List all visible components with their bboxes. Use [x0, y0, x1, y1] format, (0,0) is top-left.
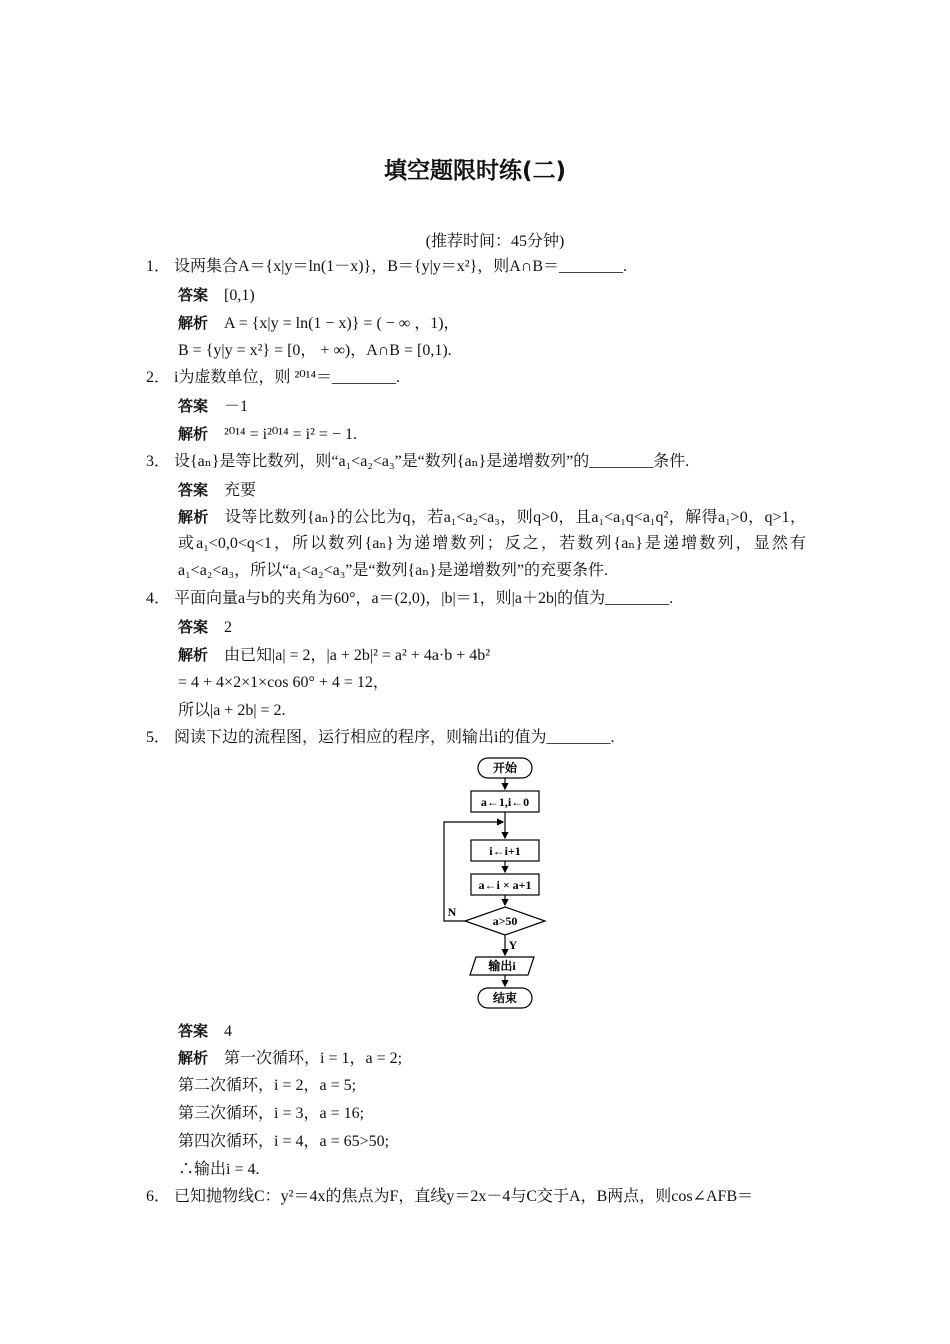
answer-label: 答案: [178, 481, 209, 499]
flow-step1-label: i←i+1: [489, 844, 521, 858]
answer-text: [0,1): [224, 287, 255, 304]
answer-label: 答案: [178, 618, 209, 636]
analysis-5-line-2: 第二次循环，i = 2，a = 5;: [178, 1077, 357, 1094]
answer-2: [178, 396, 248, 417]
analysis-label: 解析: [178, 646, 209, 664]
analysis-label: 解析: [178, 314, 209, 332]
answer-3: [178, 480, 256, 501]
flow-no-label: N: [447, 905, 457, 919]
flow-end-label: 结束: [492, 991, 518, 1005]
flow-yes-label: Y: [508, 938, 518, 952]
analysis-4-line-2: = 4 + 4×2×1×cos 60° + 4 = 12，: [178, 674, 389, 691]
problem-question: i为虚数单位，则 ²⁰¹⁴＝________.: [174, 369, 401, 386]
analysis-text: A = {x|y = ln(1 − x)} = ( − ∞ ，1)，: [224, 315, 460, 332]
analysis-3-line-1: [178, 507, 806, 528]
analysis-5-line-3: 第三次循环，i = 3，a = 16;: [178, 1105, 365, 1122]
analysis-1-line-1: [178, 313, 460, 334]
answer-1: [178, 285, 255, 306]
problem-question: 平面向量a与b的夹角为60°，a＝(2,0)，|b|＝1，则|a＋2b|的值为________.: [174, 590, 674, 607]
analysis-text: ²⁰¹⁴ = i²⁰¹⁴ = i² = − 1.: [224, 426, 357, 443]
analysis-label: 解析: [178, 508, 209, 526]
analysis-label: 解析: [178, 425, 209, 443]
analysis-5-line-1: [178, 1048, 402, 1069]
flow-output-label: 输出i: [488, 959, 516, 973]
analysis-1-line-2: B = {y|y = x²} = [0， + ∞)，A∩B = [0,1).: [178, 342, 452, 359]
problem-3: [146, 452, 689, 472]
problem-question: 已知抛物线C：y²＝4x的焦点为F，直线y＝2x－4与C交于A，B两点，则cos∠AFB＝: [174, 1188, 754, 1205]
flow-step2-label: a←i × a+1: [478, 878, 532, 892]
flow-decision-label: a>50: [492, 914, 518, 928]
answer-text: 4: [224, 1023, 233, 1040]
problem-4: [146, 589, 673, 609]
flow-init-label: a←1,i←0: [480, 795, 530, 809]
analysis-5-line-4: 第四次循环，i = 4，a = 65>50;: [178, 1133, 390, 1150]
time-note: (推荐时间：45分钟): [425, 233, 565, 250]
problem-2: [146, 368, 400, 388]
analysis-3-line-3: a₁<a₂<a₃，所以“a₁<a₂<a₃”是“数列{aₙ}是递增数列”的充要条件.: [178, 562, 608, 579]
analysis-4-line-3: 所以|a + 2b| = 2.: [178, 702, 286, 719]
problem-number: 5．: [146, 729, 171, 746]
analysis-text: 第一次循环，i = 1，a = 2;: [224, 1050, 403, 1067]
flow-start-label: 开始: [492, 761, 518, 775]
answer-label: 答案: [178, 1022, 209, 1040]
problem-number: 2．: [146, 369, 171, 386]
analysis-2: [178, 424, 357, 445]
problem-question: 设{aₙ}是等比数列，则“a₁<a₂<a₃”是“数列{aₙ}是递增数列”的________条件.: [174, 453, 690, 470]
problem-number: 6．: [146, 1188, 171, 1205]
analysis-text: 设等比数列{aₙ}的公比为q，若a₁<a₂<a₃，则q>0，且a₁<a₁q<a₁q²，解得a₁>0，q>1，: [224, 509, 806, 526]
problem-number: 3．: [146, 453, 171, 470]
analysis-label: 解析: [178, 1049, 209, 1067]
problem-5: [146, 728, 614, 748]
answer-text: 充要: [224, 482, 257, 499]
problem-question: 设两集合A＝{x|y＝ln(1－x)}，B＝{y|y＝x²}，则A∩B＝________.: [174, 258, 628, 275]
answer-text: －1: [224, 398, 249, 415]
answer-label: 答案: [178, 286, 209, 304]
answer-5: [178, 1021, 232, 1042]
answer-label: 答案: [178, 397, 209, 415]
analysis-4-line-1: [178, 645, 490, 666]
analysis-5-line-5: ∴输出i = 4.: [178, 1161, 260, 1178]
analysis-3-line-2: 或a₁<0,0<q<1，所以数列{aₙ}为递增数列；反之，若数列{aₙ}是递增数列，显然有: [178, 535, 806, 552]
problem-6: [146, 1187, 753, 1207]
problem-number: 1．: [146, 258, 171, 275]
problem-1: [146, 257, 627, 277]
analysis-text: 由已知|a| = 2，|a + 2b|² = a² + 4a·b + 4b²: [224, 647, 491, 664]
problem-number: 4．: [146, 590, 171, 607]
problem-question: 阅读下边的流程图，运行相应的程序，则输出i的值为________.: [174, 729, 615, 746]
page-title: 填空题限时练(二): [383, 158, 567, 184]
flowchart: [430, 754, 560, 1014]
answer-4: [178, 617, 232, 638]
answer-text: 2: [224, 619, 233, 636]
